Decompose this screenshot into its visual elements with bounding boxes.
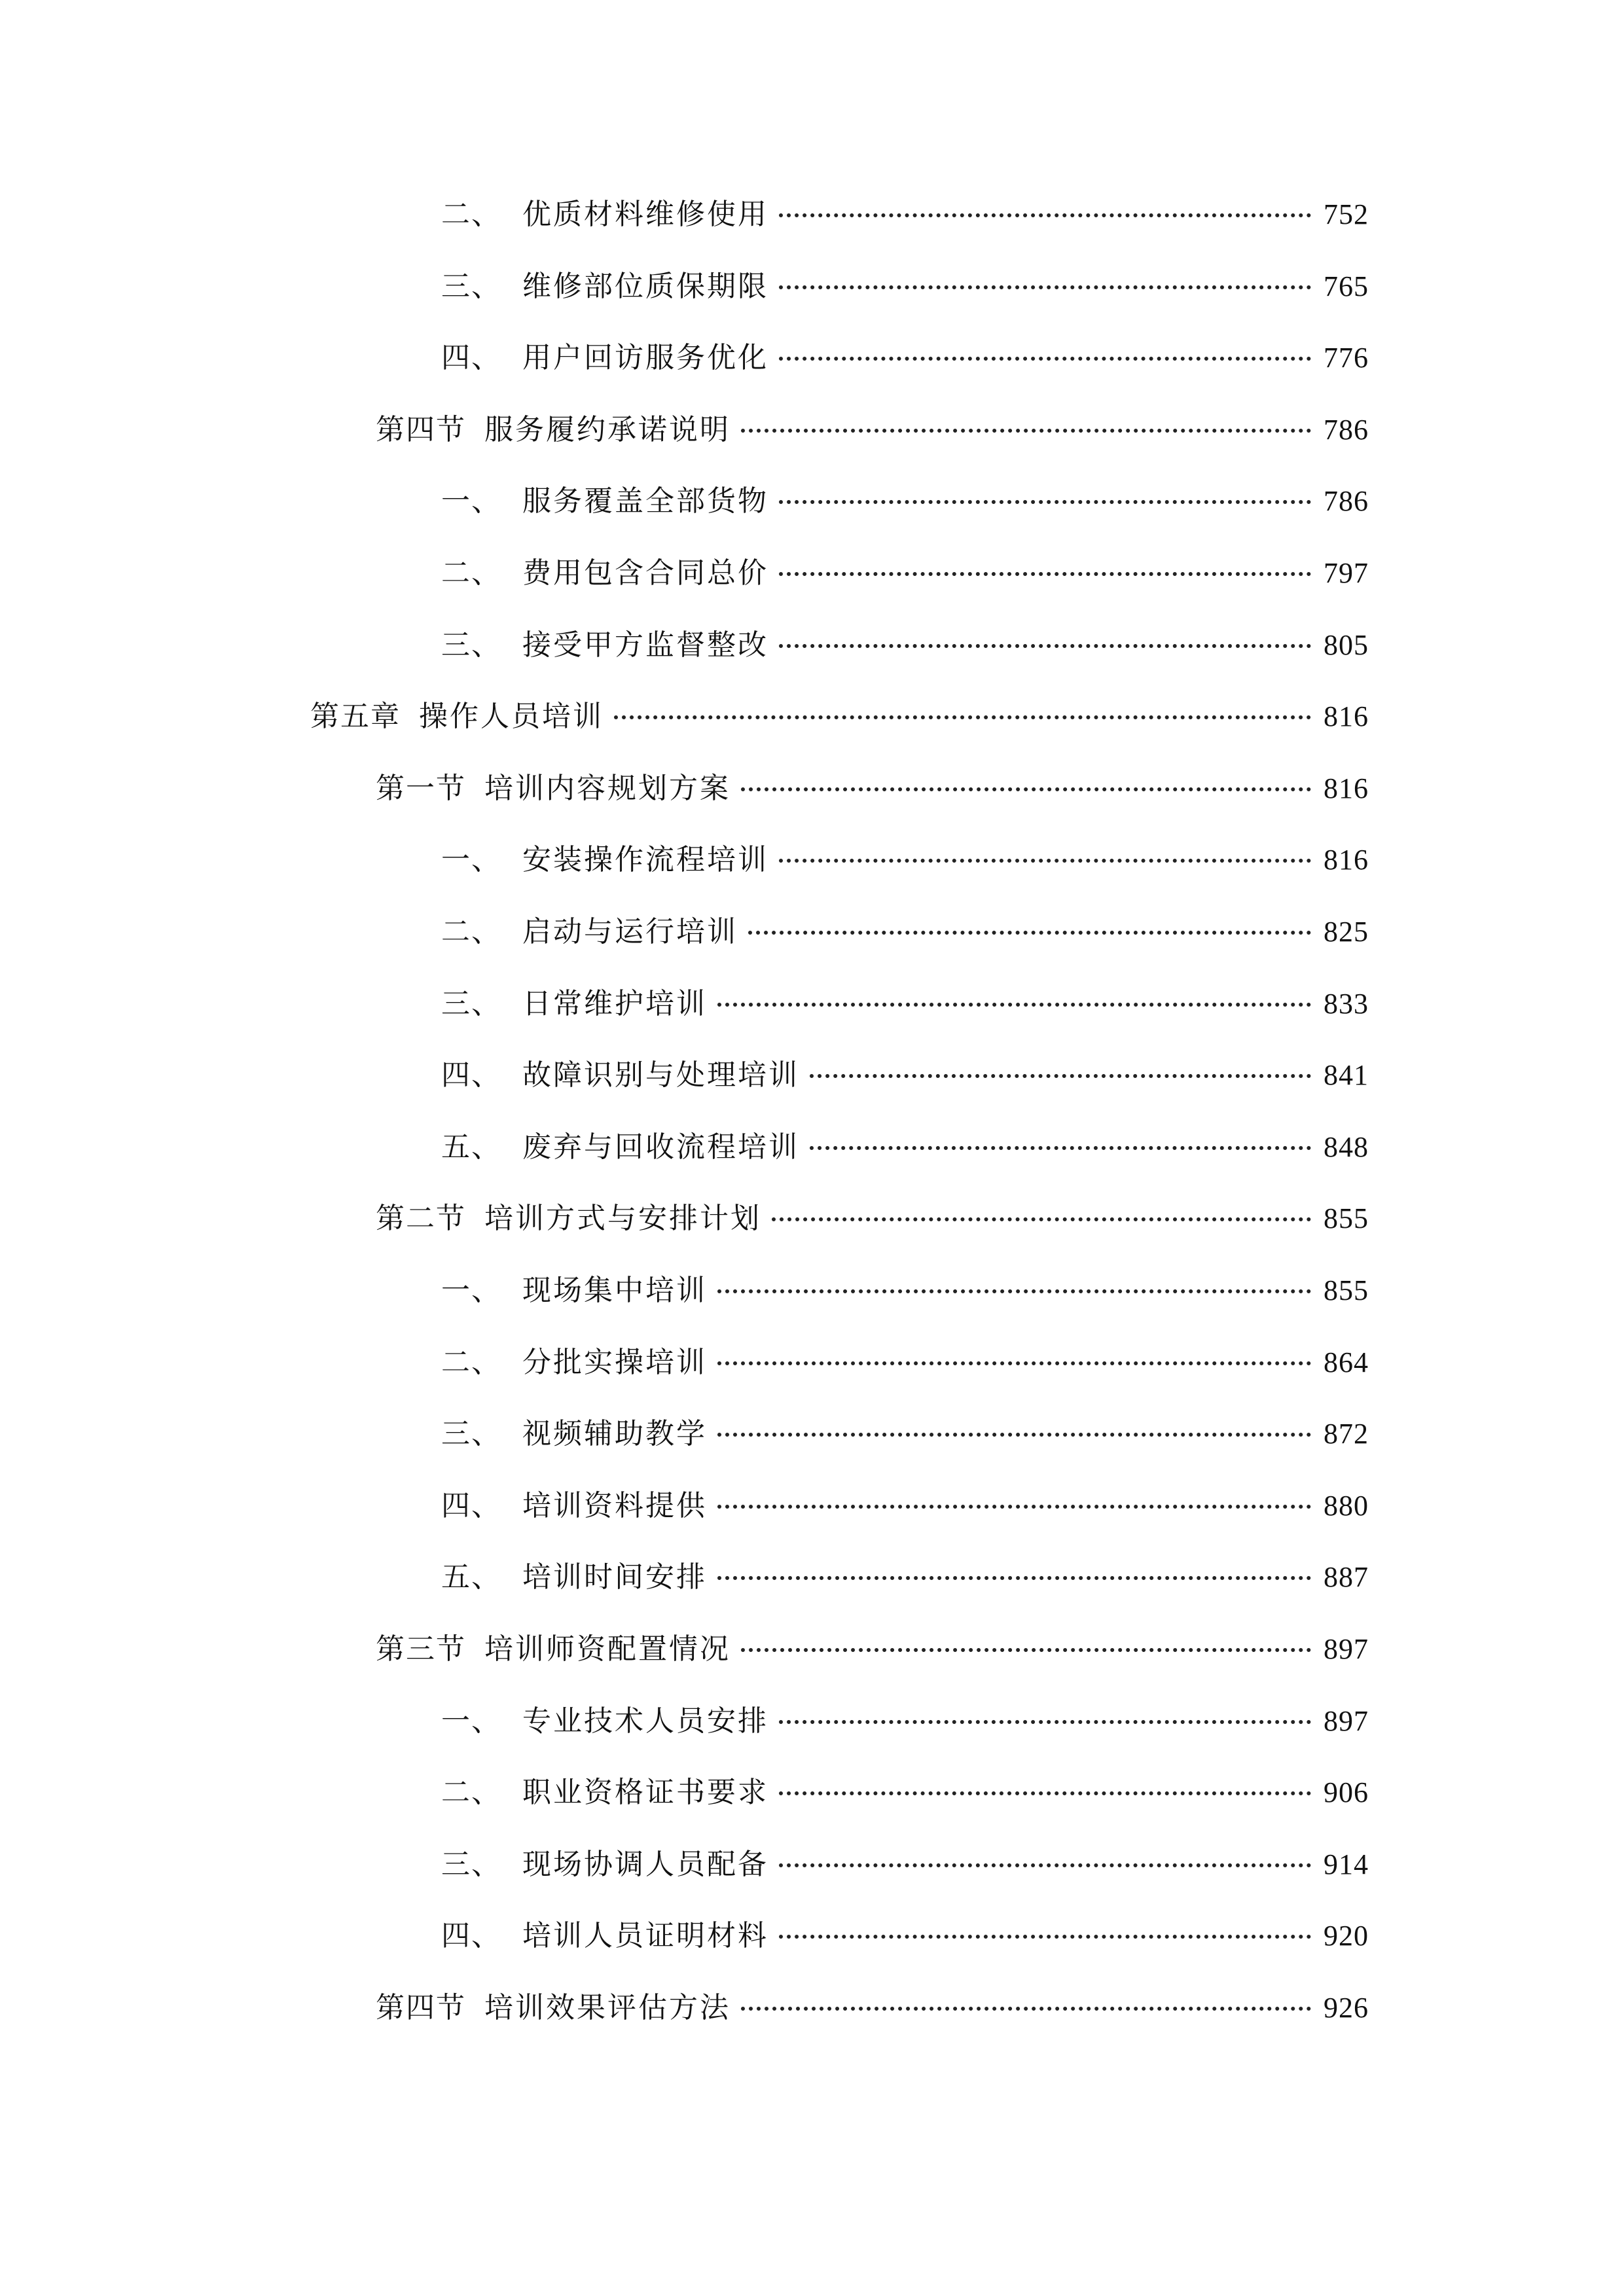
toc-entry-page-number: 765	[1324, 270, 1369, 302]
dot-leader	[741, 400, 1311, 433]
toc-entry-number: 一、	[441, 484, 501, 518]
toc-entry[interactable]	[376, 1982, 1369, 2034]
toc-entry[interactable]	[376, 1623, 1369, 1676]
toc-entry-page-number: 816	[1324, 772, 1369, 804]
toc-entry-page-number: 864	[1324, 1346, 1369, 1378]
dot-leader	[717, 974, 1311, 1007]
toc-entry-page-number: 816	[1324, 844, 1369, 876]
toc-entry-title: 维修部位质保期限	[522, 270, 768, 303]
toc-entry-page-number: 776	[1324, 342, 1369, 374]
toc-entry-number: 第四节	[376, 413, 466, 446]
toc-entry-title: 培训资料提供	[522, 1489, 707, 1522]
toc-entry[interactable]	[441, 834, 1369, 886]
toc-entry-page-number: 887	[1324, 1561, 1369, 1593]
toc-entry[interactable]	[376, 1193, 1369, 1245]
dot-leader	[717, 1476, 1311, 1509]
dot-leader	[748, 902, 1311, 935]
toc-entry-number: 五、	[441, 1560, 501, 1594]
toc-entry-number: 四、	[441, 1489, 501, 1522]
toc-entry-title: 职业资格证书要求	[522, 1776, 768, 1809]
toc-entry-page-number: 897	[1324, 1633, 1369, 1665]
dot-leader	[779, 830, 1311, 863]
dot-leader	[779, 1906, 1311, 1939]
toc-entry[interactable]	[441, 1767, 1369, 1819]
toc-entry-title: 启动与运行培训	[522, 915, 738, 948]
dot-leader	[779, 257, 1311, 289]
toc-entry-number: 四、	[441, 1058, 501, 1092]
toc-entry-page-number: 786	[1324, 414, 1369, 446]
toc-entry-page-number: 855	[1324, 1202, 1369, 1234]
toc-entry-number: 三、	[441, 1848, 501, 1881]
toc-entry[interactable]	[441, 1265, 1369, 1317]
toc-entry-number: 第四节	[376, 1991, 466, 2024]
toc-entry-page-number: 897	[1324, 1705, 1369, 1737]
dot-leader	[779, 543, 1311, 576]
dot-leader	[741, 1619, 1311, 1652]
dot-leader	[779, 328, 1311, 361]
toc-entry[interactable]	[441, 1910, 1369, 1962]
dot-leader	[717, 1333, 1311, 1365]
toc-entry[interactable]	[441, 1480, 1369, 1532]
toc-entry-page-number: 872	[1324, 1418, 1369, 1450]
toc-entry-title: 故障识别与处理培训	[522, 1058, 799, 1092]
toc-entry-title: 用户回访服务优化	[522, 341, 768, 374]
dot-leader	[779, 471, 1311, 504]
toc-entry-title: 培训方式与安排计划	[484, 1202, 761, 1235]
toc-entry[interactable]	[441, 475, 1369, 528]
toc-entry-page-number: 816	[1324, 700, 1369, 732]
toc-entry-page-number: 926	[1324, 1992, 1369, 2024]
toc-entry-page-number: 920	[1324, 1920, 1369, 1952]
toc-entry-number: 二、	[441, 556, 501, 590]
toc-entry[interactable]	[441, 260, 1369, 313]
toc-entry-page-number: 833	[1324, 988, 1369, 1020]
toc-entry-title: 日常维护培训	[522, 987, 707, 1020]
toc-entry-page-number: 906	[1324, 1776, 1369, 1808]
dot-leader	[779, 1691, 1311, 1724]
toc-entry-page-number: 786	[1324, 485, 1369, 517]
toc-entry-page-number: 797	[1324, 557, 1369, 589]
toc-entry-title: 服务覆盖全部货物	[522, 484, 768, 518]
toc-entry-number: 二、	[441, 198, 501, 231]
toc-entry-page-number: 848	[1324, 1131, 1369, 1163]
dot-leader	[717, 1261, 1311, 1293]
toc-entry-title: 培训时间安排	[522, 1560, 707, 1594]
toc-entry-title: 培训人员证明材料	[522, 1919, 768, 1952]
toc-entry-title: 现场协调人员配备	[522, 1848, 768, 1881]
toc-entry-title: 费用包含合同总价	[522, 556, 768, 590]
dot-leader	[717, 1547, 1311, 1580]
toc-entry-number: 三、	[441, 628, 501, 662]
toc-entry[interactable]	[441, 1336, 1369, 1389]
toc-entry[interactable]	[441, 188, 1369, 241]
toc-entry-page-number: 752	[1324, 198, 1369, 230]
toc-entry-number: 四、	[441, 341, 501, 374]
toc-entry-title: 培训效果评估方法	[484, 1991, 731, 2024]
toc-entry-page-number: 841	[1324, 1059, 1369, 1091]
toc-entry[interactable]	[376, 762, 1369, 815]
toc-entry[interactable]	[441, 1408, 1369, 1460]
toc-entry[interactable]	[441, 547, 1369, 600]
toc-entry-page-number: 805	[1324, 629, 1369, 661]
toc-entry-title: 分批实操培训	[522, 1346, 707, 1379]
toc-entry-number: 一、	[441, 843, 501, 876]
toc-entry-page-number: 914	[1324, 1848, 1369, 1880]
dot-leader	[772, 1189, 1311, 1221]
toc-entry-title: 服务履约承诺说明	[484, 413, 731, 446]
toc-entry-title: 接受甲方监督整改	[522, 628, 768, 662]
toc-entry[interactable]	[441, 1049, 1369, 1102]
dot-leader	[810, 1045, 1311, 1078]
toc-entry-title: 优质材料维修使用	[522, 198, 768, 231]
toc-entry-title: 安装操作流程培训	[522, 843, 768, 876]
toc-entry[interactable]	[441, 1695, 1369, 1748]
toc-entry[interactable]	[441, 1551, 1369, 1604]
toc-entry-number: 一、	[441, 1704, 501, 1738]
dot-leader	[810, 1117, 1311, 1150]
dot-leader	[779, 1763, 1311, 1795]
toc-entry-number: 一、	[441, 1274, 501, 1307]
toc-entry[interactable]	[441, 1839, 1369, 1891]
toc-entry-number: 四、	[441, 1919, 501, 1952]
dot-leader	[779, 185, 1311, 217]
toc-entry-number: 三、	[441, 987, 501, 1020]
toc-entry[interactable]	[376, 404, 1369, 456]
toc-entry-title: 现场集中培训	[522, 1274, 707, 1307]
toc-entry-number: 二、	[441, 1346, 501, 1379]
toc-entry-number: 第一节	[376, 772, 466, 805]
dot-leader	[779, 615, 1311, 648]
toc-entry-page-number: 825	[1324, 916, 1369, 948]
toc-entry-title: 专业技术人员安排	[522, 1704, 768, 1738]
toc-entry-number: 第五章	[310, 700, 401, 733]
toc-entry-title: 培训师资配置情况	[484, 1632, 731, 1666]
dot-leader	[717, 1404, 1311, 1437]
toc-entry-number: 三、	[441, 270, 501, 303]
dot-leader	[779, 1835, 1311, 1867]
toc-entry-title: 视频辅助教学	[522, 1417, 707, 1450]
toc-entry-number: 二、	[441, 915, 501, 948]
toc-entry-title: 废弃与回收流程培训	[522, 1130, 799, 1164]
toc-entry-number: 二、	[441, 1776, 501, 1809]
toc-entry-title: 操作人员培训	[419, 700, 604, 733]
toc-entry-page-number: 855	[1324, 1274, 1369, 1306]
dot-leader	[614, 687, 1311, 719]
toc-entry-number: 五、	[441, 1130, 501, 1164]
toc-entry[interactable]	[441, 332, 1369, 384]
toc-entry-page-number: 880	[1324, 1490, 1369, 1522]
toc-entry[interactable]	[310, 691, 1369, 743]
toc-entry[interactable]	[441, 978, 1369, 1030]
dot-leader	[741, 1978, 1311, 2011]
toc-entry-title: 培训内容规划方案	[484, 772, 731, 805]
dot-leader	[741, 759, 1311, 791]
toc-entry-number: 三、	[441, 1417, 501, 1450]
toc-entry-number: 第二节	[376, 1202, 466, 1235]
toc-entry[interactable]	[441, 1121, 1369, 1174]
toc-entry[interactable]	[441, 619, 1369, 672]
toc-entry[interactable]	[441, 906, 1369, 958]
toc-entry-number: 第三节	[376, 1632, 466, 1666]
